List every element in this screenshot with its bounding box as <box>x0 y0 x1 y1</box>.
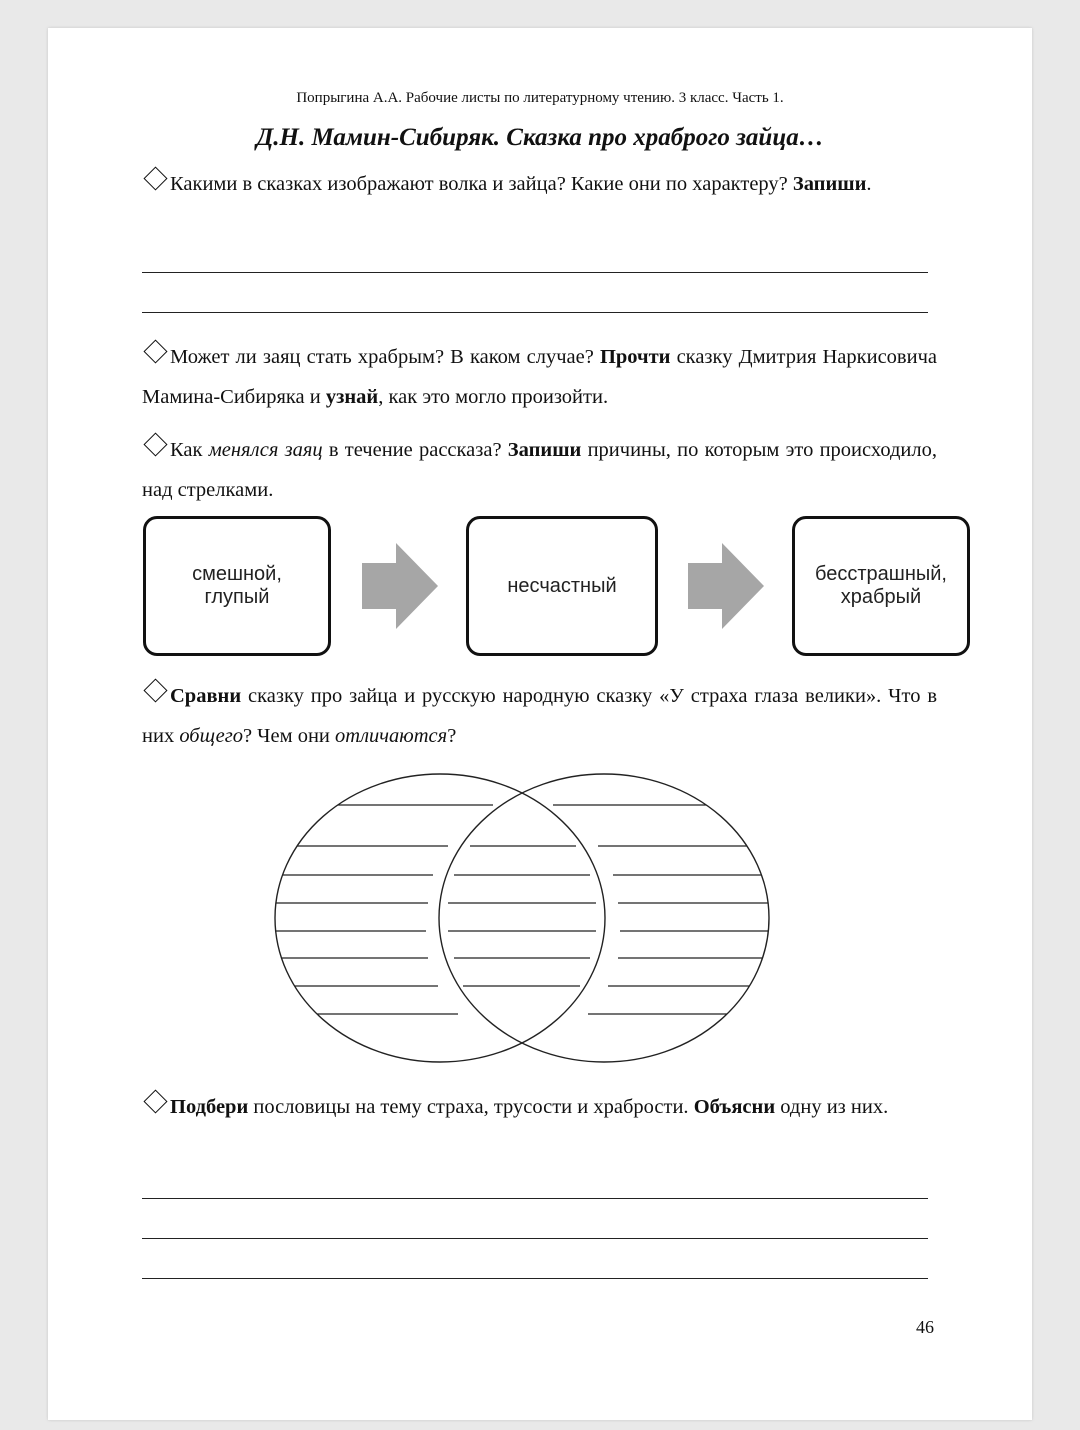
page-number: 46 <box>916 1317 934 1337</box>
flow-box-1-line-2: глупый <box>204 586 270 608</box>
task-4 <box>142 676 937 756</box>
task-3-text: причины, по которым это происходило, над стрелками. <box>142 439 937 501</box>
flow-box-unhappy <box>466 516 658 656</box>
worksheet-page <box>48 28 1032 1420</box>
flow-arrow-2-icon <box>688 543 764 629</box>
task-1 <box>142 164 937 204</box>
flow-arrow-shape <box>688 543 764 629</box>
task-3-verb: Запиши <box>507 439 582 461</box>
task-3 <box>142 430 937 510</box>
flow-box-3-line-2: храбрый <box>840 586 922 608</box>
venn-left-circle <box>275 774 605 1062</box>
answer-line[interactable] <box>142 272 928 273</box>
task-5-verb-explain: Объясни <box>693 1096 776 1118</box>
diamond-bullet-icon <box>143 678 167 702</box>
task-4-verb: Сравни <box>170 685 242 707</box>
diamond-bullet-icon <box>143 339 167 363</box>
task-2-text: , как это могло произойти. <box>378 386 609 408</box>
flow-box-2-label: несчастный <box>507 574 617 597</box>
flow-box-funny-stupid <box>143 516 331 656</box>
task-4-text: ? Чем они <box>242 725 336 747</box>
task-3-italic: менялся заяц <box>208 439 323 461</box>
task-4-text: ? <box>447 725 457 747</box>
flow-arrow-shape <box>362 543 438 629</box>
task-3-text: в течение рассказа? <box>322 439 508 461</box>
flow-box-fearless-brave <box>792 516 970 656</box>
answer-line[interactable] <box>142 1198 928 1199</box>
task-2-verb-read: Прочти <box>599 346 671 368</box>
diamond-bullet-icon <box>143 166 167 190</box>
task-2-text: сказку Дмитрия Наркисовича Мамина-Сибиряка и <box>142 346 937 408</box>
page-title: Д.Н. Мамин-Сибиряк. Сказка про храброго зайца… <box>256 124 824 151</box>
venn-middle-lines[interactable] <box>448 846 596 986</box>
task-5-text: пословицы на тему страха, трусости и храбрости. <box>248 1096 694 1118</box>
flow-box-3-line-1: бесстрашный, <box>815 563 947 585</box>
diamond-bullet-icon <box>143 432 167 456</box>
task-2 <box>142 337 937 417</box>
task-5-text: одну из них. <box>775 1096 889 1118</box>
task-3-text: Как <box>170 439 209 461</box>
task-4-italic-common: общего <box>179 725 243 747</box>
task-4-italic-differ: отличаются <box>335 725 448 747</box>
venn-right-circle <box>439 774 769 1062</box>
flow-arrow-1-icon <box>362 543 438 629</box>
running-header: Попрыгина А.А. Рабочие листы по литературному чтению. 3 класс. Часть 1. <box>296 90 784 106</box>
flow-box-1-line-1: смешной, <box>192 563 282 585</box>
answer-line[interactable] <box>142 312 928 313</box>
task-2-text: Может ли заяц стать храбрым? В каком случае? <box>170 346 600 368</box>
task-1-text: Какими в сказках изображают волка и зайца? Какие они по характеру? <box>170 173 788 195</box>
diamond-bullet-icon <box>143 1089 167 1113</box>
task-5-verb-select: Подбери <box>170 1096 249 1118</box>
answer-line[interactable] <box>142 1238 928 1239</box>
venn-left-lines[interactable] <box>263 805 493 1014</box>
task-1-punct: . <box>866 173 872 195</box>
answer-line[interactable] <box>142 1278 928 1279</box>
task-5 <box>142 1092 937 1123</box>
task-1-verb: Запиши <box>792 173 867 195</box>
task-4-text: сказку про зайца и русскую народную сказку «У страха глаза велики». Что в них <box>142 685 937 747</box>
venn-diagram <box>258 768 788 1068</box>
task-2-verb-learn: узнай <box>325 386 379 408</box>
